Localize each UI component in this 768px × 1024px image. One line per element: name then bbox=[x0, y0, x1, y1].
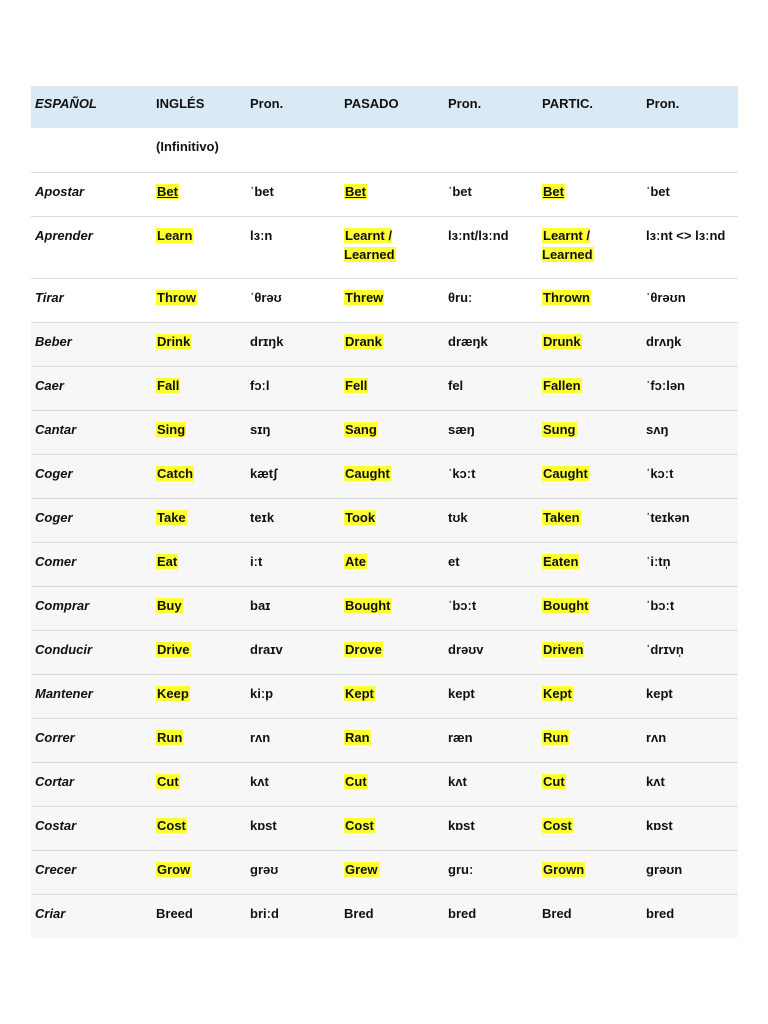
participle-cell bbox=[538, 542, 642, 586]
subheader-empty-cell bbox=[340, 128, 444, 172]
participle-highlight: Bet bbox=[543, 183, 564, 199]
participle-highlight: Sung bbox=[543, 421, 576, 437]
spanish-verb-cell: Tirar bbox=[31, 278, 152, 322]
past-pron-cell: ræn bbox=[444, 718, 538, 762]
past-pron-cell: ˈkɔːt bbox=[444, 454, 538, 498]
header-espanol: ESPAÑOL bbox=[31, 86, 152, 128]
participle-cell bbox=[538, 410, 642, 454]
past-pron-cell: ˈbɔːt bbox=[444, 586, 538, 630]
participle-pron-cell: kept bbox=[642, 674, 738, 718]
participle-cell bbox=[538, 762, 642, 806]
past-pron-cell: ˈbet bbox=[444, 172, 538, 216]
participle-pron-cell: ˈθrəʊn bbox=[642, 278, 738, 322]
past-cell bbox=[340, 542, 444, 586]
past-pron-cell: kɒst bbox=[444, 806, 538, 850]
table-row bbox=[31, 322, 738, 366]
past-highlight: Threw bbox=[345, 289, 384, 305]
table-row bbox=[31, 278, 738, 322]
participle-cell bbox=[538, 586, 642, 630]
infinitive-pron-cell: iːt bbox=[246, 542, 340, 586]
infinitive-cell bbox=[152, 674, 246, 718]
infinitive-highlight: Throw bbox=[157, 289, 196, 305]
infinitive-cell bbox=[152, 322, 246, 366]
participle-highlight: Caught bbox=[543, 465, 588, 481]
infinitive-highlight: Eat bbox=[157, 553, 178, 569]
infinitive-pron-cell: lɜːn bbox=[246, 216, 340, 278]
infinitive-cell bbox=[152, 542, 246, 586]
spanish-verb-cell: Costar bbox=[31, 806, 152, 850]
infinitive-highlight: Grow bbox=[157, 861, 191, 877]
spanish-verb-cell: Coger bbox=[31, 454, 152, 498]
past-pron-cell: drəʊv bbox=[444, 630, 538, 674]
past-highlight: Drank bbox=[345, 333, 382, 349]
infinitive-highlight: Cost bbox=[157, 817, 186, 833]
participle-highlight: Thrown bbox=[543, 289, 590, 305]
table-row bbox=[31, 630, 738, 674]
past-highlight: Ate bbox=[345, 553, 366, 569]
table-row bbox=[31, 718, 738, 762]
subheader-row bbox=[31, 128, 738, 172]
participle-pron-cell: ˈfɔːlən bbox=[642, 366, 738, 410]
participle-highlight: Learnt / Learned bbox=[542, 227, 593, 262]
infinitive-cell bbox=[152, 586, 246, 630]
subheader-empty-cell bbox=[444, 128, 538, 172]
table-row bbox=[31, 172, 738, 216]
participle-cell bbox=[538, 718, 642, 762]
infinitive-cell: Breed bbox=[152, 894, 246, 938]
subheader-empty-cell bbox=[246, 128, 340, 172]
infinitive-cell bbox=[152, 410, 246, 454]
past-cell bbox=[340, 410, 444, 454]
table-header-row bbox=[31, 86, 738, 128]
past-cell bbox=[340, 850, 444, 894]
participle-highlight: Grown bbox=[543, 861, 585, 877]
spanish-verb-cell: Cantar bbox=[31, 410, 152, 454]
spanish-verb-cell: Conducir bbox=[31, 630, 152, 674]
past-highlight: Learnt / Learned bbox=[344, 227, 395, 262]
infinitive-pron-cell: sɪŋ bbox=[246, 410, 340, 454]
subheader-infinitivo: (Infinitivo) bbox=[152, 128, 246, 172]
participle-pron-cell: ˈbɔːt bbox=[642, 586, 738, 630]
infinitive-highlight: Sing bbox=[157, 421, 186, 437]
table-row bbox=[31, 806, 738, 850]
infinitive-cell bbox=[152, 630, 246, 674]
participle-highlight: Drunk bbox=[543, 333, 581, 349]
participle-pron-cell: bred bbox=[642, 894, 738, 938]
past-highlight: Kept bbox=[345, 685, 374, 701]
infinitive-cell bbox=[152, 498, 246, 542]
infinitive-cell bbox=[152, 216, 246, 278]
participle-highlight: Kept bbox=[543, 685, 572, 701]
infinitive-pron-cell: drɪŋk bbox=[246, 322, 340, 366]
participle-pron-cell: ˈbet bbox=[642, 172, 738, 216]
infinitive-highlight: Catch bbox=[157, 465, 194, 481]
infinitive-pron-cell: fɔːl bbox=[246, 366, 340, 410]
infinitive-pron-cell: baɪ bbox=[246, 586, 340, 630]
past-pron-cell: dræŋk bbox=[444, 322, 538, 366]
infinitive-highlight: Learn bbox=[157, 227, 193, 243]
infinitive-cell bbox=[152, 278, 246, 322]
infinitive-highlight: Bet bbox=[157, 183, 178, 199]
infinitive-pron-cell: rʌn bbox=[246, 718, 340, 762]
past-pron-cell: et bbox=[444, 542, 538, 586]
participle-cell bbox=[538, 674, 642, 718]
spanish-verb-cell: Coger bbox=[31, 498, 152, 542]
participle-pron-cell: rʌn bbox=[642, 718, 738, 762]
header-pron-participle: Pron. bbox=[642, 86, 738, 128]
infinitive-highlight: Drive bbox=[157, 641, 190, 657]
infinitive-cell bbox=[152, 172, 246, 216]
header-pron-past: Pron. bbox=[444, 86, 538, 128]
past-highlight: Fell bbox=[345, 377, 368, 393]
infinitive-pron-cell: briːd bbox=[246, 894, 340, 938]
infinitive-pron-cell: kɒst bbox=[246, 806, 340, 850]
past-cell bbox=[340, 216, 444, 278]
table-row bbox=[31, 366, 738, 410]
participle-pron-cell: kɒst bbox=[642, 806, 738, 850]
table-row bbox=[31, 894, 738, 938]
participle-highlight: Driven bbox=[543, 641, 584, 657]
past-pron-cell: fel bbox=[444, 366, 538, 410]
spanish-verb-cell: Beber bbox=[31, 322, 152, 366]
participle-cell bbox=[538, 498, 642, 542]
past-cell bbox=[340, 498, 444, 542]
table-row bbox=[31, 454, 738, 498]
participle-cell bbox=[538, 278, 642, 322]
spanish-verb-cell: Aprender bbox=[31, 216, 152, 278]
participle-highlight: Taken bbox=[543, 509, 580, 525]
infinitive-highlight: Take bbox=[157, 509, 186, 525]
participle-cell bbox=[538, 850, 642, 894]
infinitive-highlight: Drink bbox=[157, 333, 191, 349]
spanish-verb-cell: Apostar bbox=[31, 172, 152, 216]
past-pron-cell: sæŋ bbox=[444, 410, 538, 454]
participle-highlight: Bought bbox=[543, 597, 589, 613]
infinitive-cell bbox=[152, 806, 246, 850]
participle-pron-cell: drʌŋk bbox=[642, 322, 738, 366]
table-row bbox=[31, 542, 738, 586]
infinitive-highlight: Buy bbox=[157, 597, 182, 613]
table-row bbox=[31, 586, 738, 630]
past-cell: Bred bbox=[340, 894, 444, 938]
subheader-empty-cell bbox=[31, 128, 152, 172]
participle-cell bbox=[538, 216, 642, 278]
participle-pron-cell: ˈkɔːt bbox=[642, 454, 738, 498]
past-highlight: Caught bbox=[345, 465, 390, 481]
past-highlight: Ran bbox=[345, 729, 370, 745]
header-ingles: INGLÉS bbox=[152, 86, 246, 128]
participle-highlight: Cost bbox=[543, 817, 572, 833]
past-highlight: Sang bbox=[345, 421, 377, 437]
participle-cell bbox=[538, 322, 642, 366]
infinitive-pron-cell: ˈθrəʊ bbox=[246, 278, 340, 322]
table-row bbox=[31, 762, 738, 806]
participle-cell bbox=[538, 172, 642, 216]
past-highlight: Grew bbox=[345, 861, 378, 877]
past-pron-cell: bred bbox=[444, 894, 538, 938]
past-pron-cell: kept bbox=[444, 674, 538, 718]
spanish-verb-cell: Crecer bbox=[31, 850, 152, 894]
header-pron-infinitive: Pron. bbox=[246, 86, 340, 128]
table-row bbox=[31, 410, 738, 454]
infinitive-highlight: Cut bbox=[157, 773, 179, 789]
participle-pron-cell: lɜːnt <> lɜːnd bbox=[642, 216, 738, 278]
past-pron-cell: tʊk bbox=[444, 498, 538, 542]
past-cell bbox=[340, 806, 444, 850]
header-pasado: PASADO bbox=[340, 86, 444, 128]
past-pron-cell: gruː bbox=[444, 850, 538, 894]
participle-highlight: Cut bbox=[543, 773, 565, 789]
infinitive-pron-cell: teɪk bbox=[246, 498, 340, 542]
past-cell bbox=[340, 762, 444, 806]
past-pron-cell: θruː bbox=[444, 278, 538, 322]
table-row bbox=[31, 674, 738, 718]
participle-pron-cell: ˈteɪkən bbox=[642, 498, 738, 542]
infinitive-highlight: Keep bbox=[157, 685, 189, 701]
participle-pron-cell: kʌt bbox=[642, 762, 738, 806]
past-cell bbox=[340, 674, 444, 718]
participle-cell bbox=[538, 806, 642, 850]
infinitive-pron-cell: kʌt bbox=[246, 762, 340, 806]
irregular-verbs-table bbox=[31, 86, 738, 938]
past-highlight: Cost bbox=[345, 817, 374, 833]
past-highlight: Bet bbox=[345, 183, 366, 199]
past-cell bbox=[340, 366, 444, 410]
infinitive-pron-cell: kiːp bbox=[246, 674, 340, 718]
participle-highlight: Fallen bbox=[543, 377, 581, 393]
infinitive-pron-cell: kætʃ bbox=[246, 454, 340, 498]
table-row bbox=[31, 850, 738, 894]
participle-pron-cell: ˈiːtn̩ bbox=[642, 542, 738, 586]
participle-highlight: Eaten bbox=[543, 553, 579, 569]
past-cell bbox=[340, 586, 444, 630]
past-pron-cell: kʌt bbox=[444, 762, 538, 806]
past-cell bbox=[340, 630, 444, 674]
participle-pron-cell: grəʊn bbox=[642, 850, 738, 894]
infinitive-highlight: Run bbox=[157, 729, 183, 745]
participle-highlight: Run bbox=[543, 729, 569, 745]
past-cell bbox=[340, 454, 444, 498]
participle-pron-cell: sʌŋ bbox=[642, 410, 738, 454]
infinitive-pron-cell: draɪv bbox=[246, 630, 340, 674]
infinitive-cell bbox=[152, 718, 246, 762]
participle-cell: Bred bbox=[538, 894, 642, 938]
past-highlight: Bought bbox=[345, 597, 391, 613]
infinitive-cell bbox=[152, 850, 246, 894]
participle-cell bbox=[538, 630, 642, 674]
subheader-empty-cell bbox=[642, 128, 738, 172]
spanish-verb-cell: Mantener bbox=[31, 674, 152, 718]
table-row bbox=[31, 216, 738, 278]
infinitive-pron-cell: grəʊ bbox=[246, 850, 340, 894]
infinitive-highlight: Fall bbox=[157, 377, 180, 393]
spanish-verb-cell: Criar bbox=[31, 894, 152, 938]
spanish-verb-cell: Correr bbox=[31, 718, 152, 762]
spanish-verb-cell: Cortar bbox=[31, 762, 152, 806]
subheader-empty-cell bbox=[538, 128, 642, 172]
past-cell bbox=[340, 718, 444, 762]
past-pron-cell: lɜːnt/lɜːnd bbox=[444, 216, 538, 278]
infinitive-pron-cell: ˈbet bbox=[246, 172, 340, 216]
infinitive-cell bbox=[152, 366, 246, 410]
spanish-verb-cell: Caer bbox=[31, 366, 152, 410]
past-cell bbox=[340, 172, 444, 216]
past-highlight: Took bbox=[345, 509, 376, 525]
infinitive-cell bbox=[152, 762, 246, 806]
infinitive-cell bbox=[152, 454, 246, 498]
spanish-verb-cell: Comer bbox=[31, 542, 152, 586]
participle-cell bbox=[538, 454, 642, 498]
spanish-verb-cell: Comprar bbox=[31, 586, 152, 630]
past-cell bbox=[340, 278, 444, 322]
table-row bbox=[31, 498, 738, 542]
past-highlight: Cut bbox=[345, 773, 367, 789]
past-cell bbox=[340, 322, 444, 366]
past-highlight: Drove bbox=[345, 641, 382, 657]
participle-cell bbox=[538, 366, 642, 410]
participle-pron-cell: ˈdrɪvn̩ bbox=[642, 630, 738, 674]
header-partic: PARTIC. bbox=[538, 86, 642, 128]
